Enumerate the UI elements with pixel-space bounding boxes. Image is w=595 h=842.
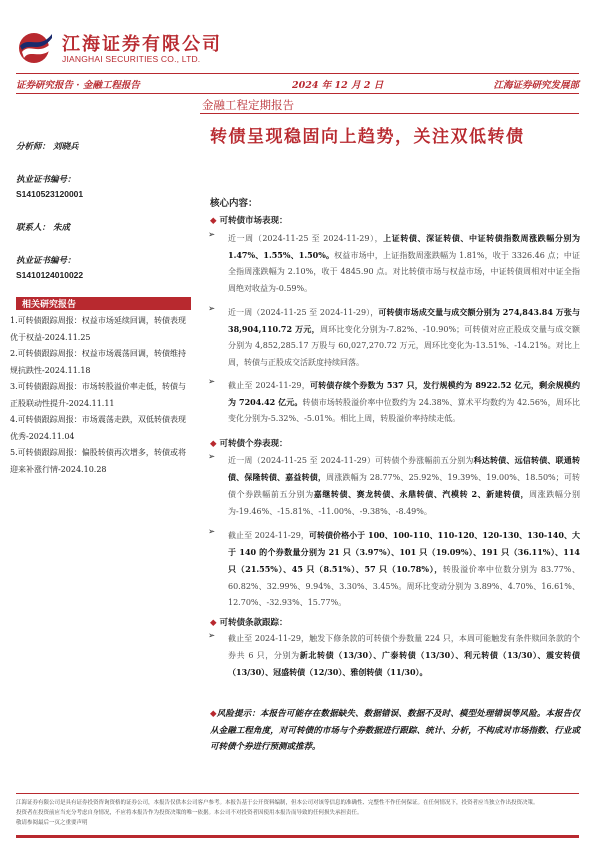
bullet-text: 近一周（2024-11-25 至 2024-11-29）可转债个券涨幅前五分别为: [228, 456, 474, 465]
bullet-item: [208, 452, 580, 520]
bullet-bold-text: 上证转债、深证转债、中证转债指数周涨跌幅分别为 1.47%、1.55%、1.50%。: [228, 233, 580, 261]
bullet-text: 转债市场转股溢价率中位数约为 24.38%、算术平均数约为 42.56%，周环比变化分别为-5.32%、-5.01%。相比上周，转股溢价率持续走低。: [228, 398, 580, 424]
page-title: 转债呈现稳固向上趋势，关注双低转债: [210, 127, 525, 147]
section-title: 可转债个券表现：: [219, 439, 288, 449]
arrow-bullet-icon: ➢: [208, 631, 216, 641]
report-date: 2024 年 12 月 2 日: [292, 80, 384, 91]
diamond-icon: ◆: [210, 709, 217, 719]
bullet-item: [208, 304, 580, 371]
cert1-number: S1410523120001: [16, 189, 84, 199]
footer-text: 投资者在投资前应当充分考虑自身情况，不应将本报告作为投资决策的唯一依据。本公司不对投资者因使用本报告而导致的任何损失承担责任。: [16, 810, 363, 816]
bullet-text: 周涨跌幅分别为-19.46%、-15.81%、-11.00%、-9.38%、-8.49%。: [228, 490, 580, 516]
diamond-icon: ◆: [210, 216, 217, 226]
contact-label: 联系人： 朱成: [16, 223, 70, 233]
bullet-bold-text: 可转债价格小于 100、100-110、110-120、120-130、130-140、大于 140 的个券数量分别为 21 只（3.97%）、101 只（19.09%）、191 只（36.11%）、114 只（21.55%）、45 只（8.51%）、57 只（10.78%），: [228, 530, 581, 575]
related-report-item[interactable]: 3.可转债跟踪周报：市场转股溢价率走低，转债与正股联动性提升-2024.11.11: [10, 382, 186, 408]
department-name: 江海证券研究发展部: [493, 80, 579, 91]
bullet-bold-text: 新北转债（13/30）、广泰转债（13/30）、利元转债（13/30）、震安转债（13/30）、冠盛转债（12/30）、雅创转债（11/30）。: [228, 650, 580, 678]
company-name-en: JIANGHAI SECURITIES CO., LTD.: [62, 54, 201, 64]
bullet-item: [208, 631, 580, 682]
section-heading: [210, 214, 288, 226]
footer-text: 江海证券有限公司是具有证券投资咨询资格的证券公司，本报告仅供本公司客户参考。本报告基于公开资料编制，但本公司对该等信息的准确性、完整性不作任何保证。在任何情况下，投资者应当独立作出投资决策。: [16, 800, 539, 806]
footer-text: 敬请参阅最后一页之重要声明: [16, 820, 88, 826]
section-title: 可转债市场表现：: [219, 216, 288, 226]
cert2-label: 执业证书编号：: [16, 256, 76, 266]
arrow-bullet-icon: ➢: [208, 304, 216, 314]
bullet-text: 近一周（2024-11-25 至 2024-11-29），: [228, 234, 384, 243]
cert1-label: 执业证书编号：: [16, 175, 76, 185]
arrow-bullet-icon: ➢: [208, 377, 216, 387]
arrow-bullet-icon: ➢: [208, 527, 216, 537]
risk-label: 风险提示：: [216, 709, 260, 719]
risk-text: 本报告可能存在数据缺失、数据错误、数据不及时、模型处理错误等风险。本报告仅从金融工程角度，对可转债的市场与个券数据进行跟踪、统计、分析，不构成对市场指数、行业或可转债个券进行预测或推荐。: [210, 709, 580, 752]
related-reports-header: [16, 297, 191, 310]
section-heading: [210, 616, 288, 628]
bullet-item: [208, 230, 580, 297]
related-report-item[interactable]: 2.可转债跟踪周报：权益市场震荡回调，转债维持规抗跌性-2024.11.18: [10, 349, 186, 375]
footer-divider: [16, 793, 579, 794]
related-report-item[interactable]: 5.可转债跟踪周报：偏股转债再次增多，转债或将迎来补涨行情-2024.10.28: [10, 448, 186, 474]
related-report-item[interactable]: 1.可转债跟踪周报：权益市场延续回调，转债表现优于权益-2024.11.25: [10, 316, 186, 342]
bullet-text: 截止至 2024-11-29，触发下修条款的可转债个券数量 224 只，本周可能触发有条件赎回条款的个券共 6 只，分别为: [228, 634, 580, 661]
arrow-bullet-icon: ➢: [208, 452, 216, 462]
bullet-item: [208, 527, 580, 611]
sidebar-meta: [16, 140, 194, 280]
section-heading: [210, 437, 288, 449]
report-category: 证券研究报告 · 金融工程报告: [16, 80, 140, 91]
footer-disclaimer: [16, 798, 579, 828]
related-report-item[interactable]: 4.可转债跟踪周报：市场震荡走跌，双低转债表现优秀-2024.11.04: [10, 415, 186, 441]
doc-type: 金融工程定期报告: [202, 98, 294, 112]
arrow-bullet-icon: ➢: [208, 230, 216, 240]
cert2-number: S1410124010022: [16, 270, 84, 280]
bullet-bold-text: 科达转债、远信转债、联通转债、保隆转债、嘉益转债，: [228, 455, 580, 483]
analyst-label: 分析师： 刘晓兵: [16, 142, 79, 152]
doc-type-divider: [200, 113, 579, 114]
bullet-bold-text: 嘉继转债、赛龙转债、永鼎转债、汽模转 2、新建转债，: [313, 489, 530, 500]
bullet-text: 周涨跌幅为 28.77%、25.92%、19.39%、19.00%、18.50%；可转债个券跌幅前五分别为: [228, 473, 581, 500]
bullet-item: [208, 377, 580, 428]
related-reports-title: 相关研究报告: [22, 300, 77, 310]
bullet-text: 周环比变化分别为-7.82%、-10.90%；可转债对应正股成交量与成交额分别为 4,852,285.17 万股与 60,027,270.72 万元，周环比变化为-13.51%、-14.21%。对比上周，转债与正股成交活跃度持续回落。: [228, 325, 580, 367]
bullet-bold-text: 可转债市场成交量与成交额分别为 274,843.84 万张与 38,904,110.72 万元，: [228, 307, 581, 335]
bullet-text: 权益市场中，上证指数周涨跌幅为 1.81%，收于 3326.46 点；中证全指周涨跌幅为 2.10%，收于 4845.90 点。对比转债市场与权益市场，中证转债周相对中证全指周绝对收益为-0.59%。: [228, 251, 580, 293]
bullet-text: 截止至 2024-11-29，: [228, 531, 309, 540]
section-title: 可转债条款跟踪：: [219, 618, 288, 628]
diamond-icon: ◆: [210, 618, 217, 628]
related-reports-list: [10, 313, 186, 478]
header-bar: [16, 73, 579, 94]
bullet-text: 转股溢价率中位数分别为 83.77%、60.82%、32.99%、9.94%、3.30%、3.45%。周环比变动分别为 3.89%、4.70%、16.61%、12.70%、-32.93%、15.77%。: [228, 565, 581, 607]
bullet-text: 截止至 2024-11-29，: [228, 381, 310, 390]
company-name-cn: 江海证券有限公司: [62, 34, 222, 55]
core-content-heading: 核心内容：: [210, 198, 258, 209]
bullet-bold-text: 可转债存续个券数为 537 只，发行规模约为 8922.52 亿元，剩余规模约为 7204.42 亿元。: [228, 380, 580, 408]
footer-bar: [16, 835, 579, 838]
diamond-icon: ◆: [210, 439, 217, 449]
bullet-text: 近一周（2024-11-25 至 2024-11-29），: [228, 308, 379, 317]
risk-warning: [210, 706, 580, 756]
company-logo-icon: [16, 28, 56, 66]
